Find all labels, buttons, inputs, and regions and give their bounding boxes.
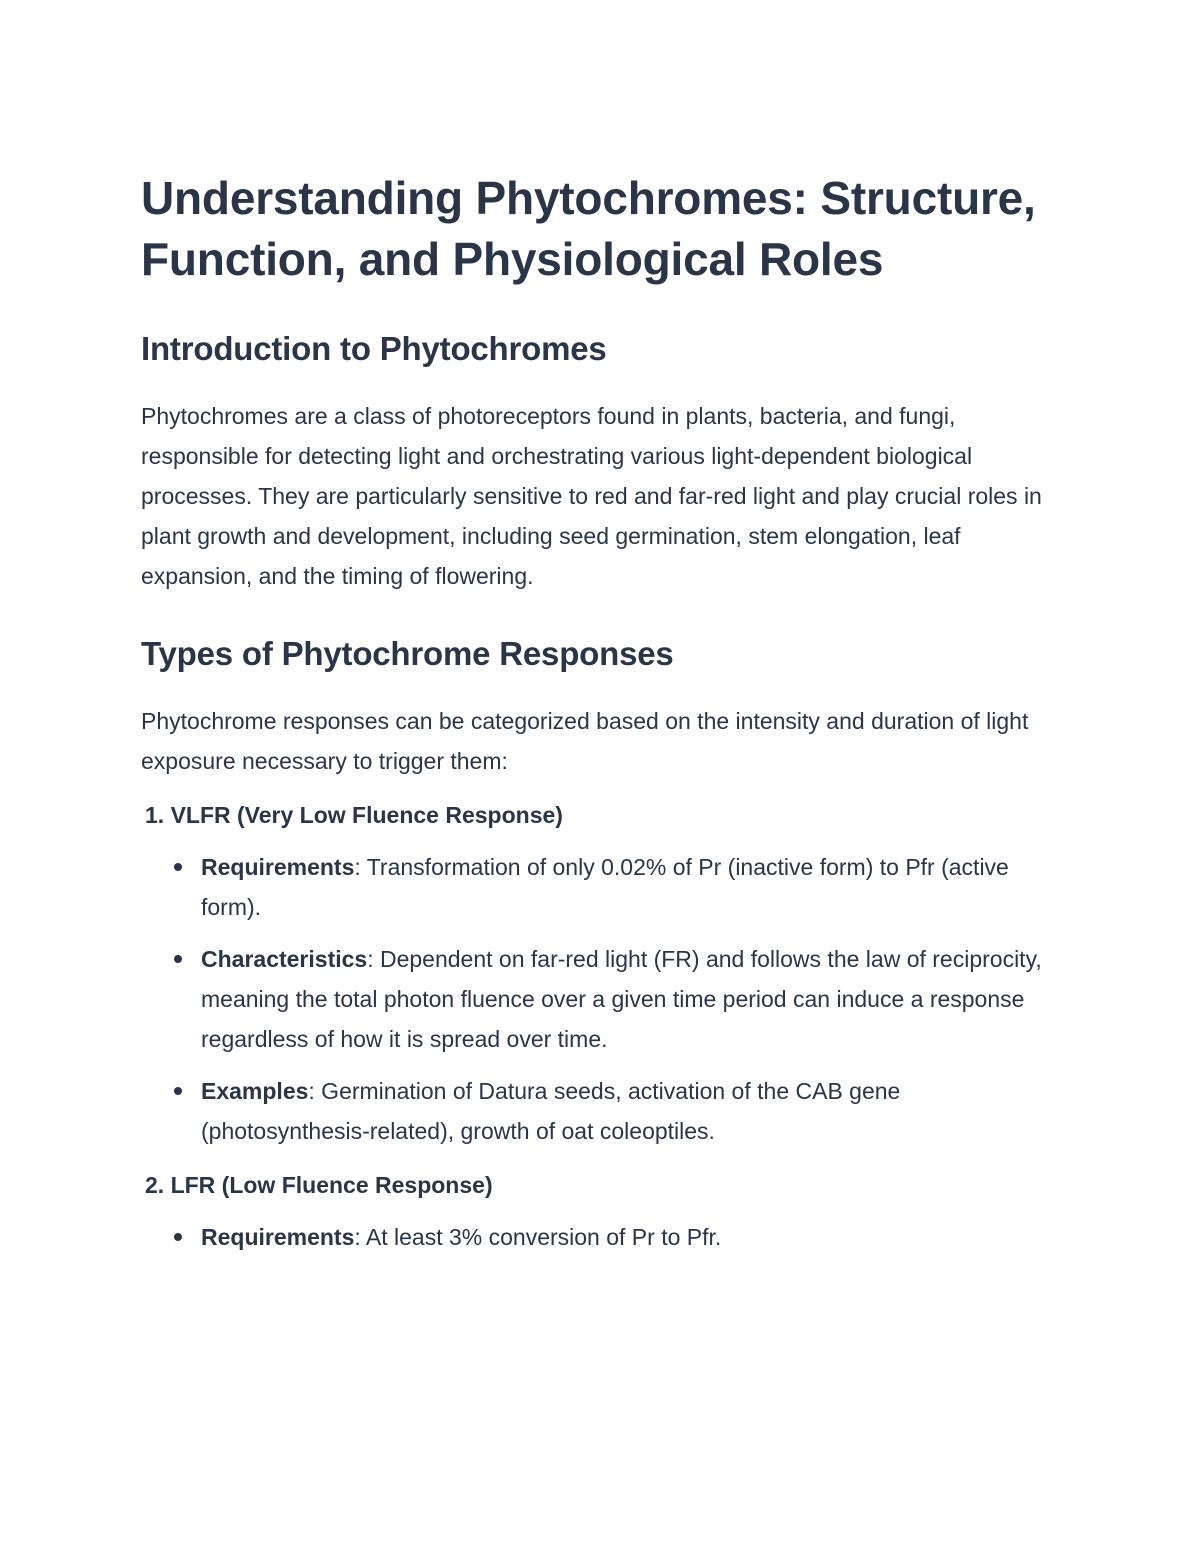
list-item [171, 939, 1071, 1059]
bullet-text: : Germination of Datura seeds, activation of the CAB gene (photosynthesis-related), growth of oat coleoptiles. [201, 1078, 901, 1144]
bullet-text: : At least 3% conversion of Pr to Pfr. [354, 1224, 722, 1250]
section-heading-types: Types of Phytochrome Responses [141, 635, 674, 672]
section-heading-introduction: Introduction to Phytochromes [141, 330, 607, 367]
introduction-paragraph: Phytochromes are a class of photoreceptors found in plants, bacteria, and fungi, responsible for detecting light and orchestrating various light-dependent biological processes. They are particularly sensitive to red and far-red light and play crucial roles in plant growth and development, including seed germination, stem elongation, leaf expansion, and the timing of flowering. [141, 403, 1042, 589]
item-label: LFR (Low Fluence Response) [170, 1172, 493, 1198]
bullet-term: Requirements [201, 1224, 355, 1250]
document-page [141, 168, 1071, 1257]
bullet-icon [174, 955, 182, 963]
bullet-text: : Transformation of only 0.02% of Pr (inactive form) to Pfr (active form). [201, 854, 1009, 920]
lfr-bullet-list [141, 1217, 1071, 1257]
bullet-icon [174, 863, 182, 871]
document-title: Understanding Phytochromes: Structure, Function, and Physiological Roles [141, 172, 1036, 285]
bullet-term: Requirements [201, 854, 355, 880]
item-label: VLFR (Very Low Fluence Response) [170, 802, 563, 828]
types-paragraph: Phytochrome responses can be categorized based on the intensity and duration of light exposure necessary to trigger them: [141, 708, 1029, 774]
bullet-term: Examples [201, 1078, 309, 1104]
list-item [171, 847, 1071, 927]
vlfr-bullet-list [141, 847, 1071, 1151]
list-item [171, 1217, 1071, 1257]
bullet-icon [174, 1087, 182, 1095]
numbered-item-lfr [141, 1165, 1071, 1205]
bullet-term: Characteristics [201, 946, 368, 972]
bullet-icon [174, 1233, 182, 1241]
item-number: 2. [145, 1172, 165, 1198]
numbered-item-vlfr [141, 795, 1071, 835]
list-item [171, 1071, 1071, 1151]
bullet-text: : Dependent on far-red light (FR) and follows the law of reciprocity, meaning the total photon fluence over a given time period can induce a response regardless of how it is spread over time. [201, 946, 1042, 1052]
item-number: 1. [145, 802, 165, 828]
